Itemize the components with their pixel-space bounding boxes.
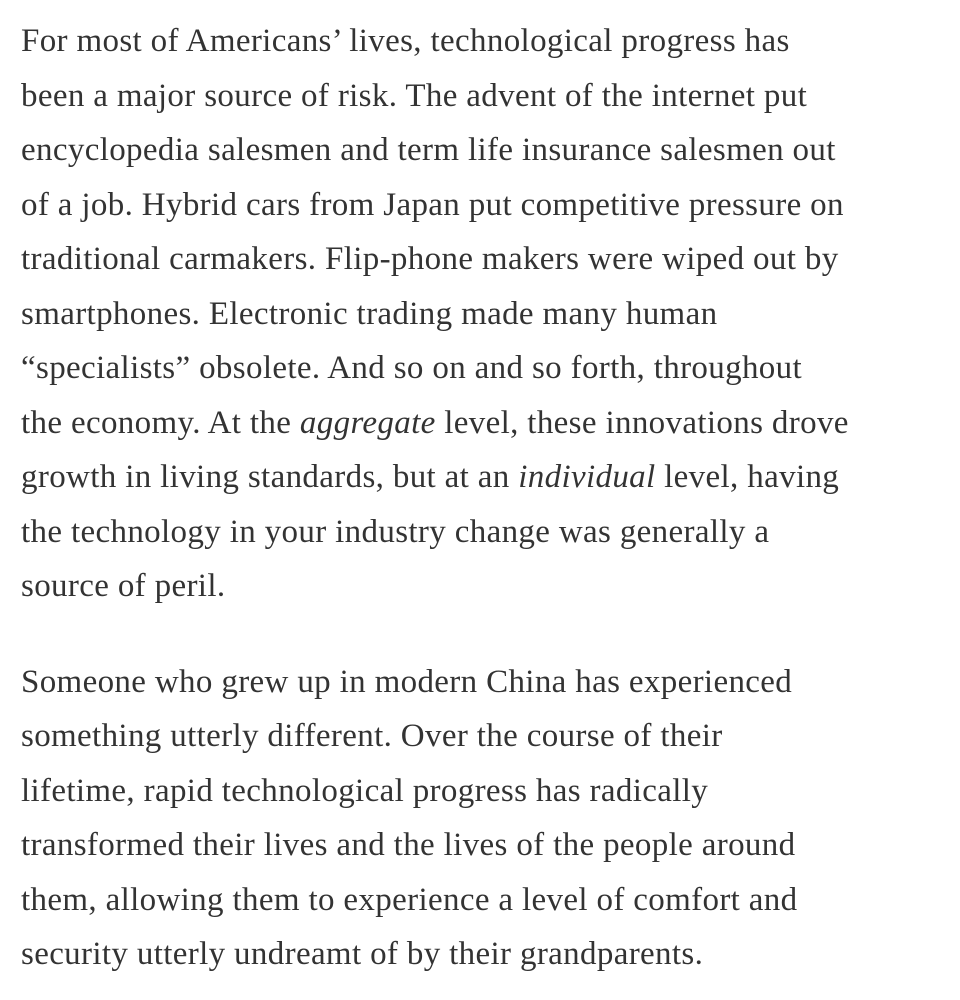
text-line: traditional carmakers. Flip-phone makers were wiped out by (21, 241, 839, 277)
text-line: something utterly different. Over the course of their (21, 718, 723, 754)
text-line: been a major source of risk. The advent of the internet put (21, 77, 808, 114)
paragraph-china-tech-progress (21, 655, 946, 982)
text-line: of a job. Hybrid cars from Japan put competitive pressure on (21, 186, 844, 223)
emphasis-individual: individual (518, 459, 656, 495)
text-line (21, 450, 946, 505)
paragraph-americans-tech-risk (21, 14, 946, 614)
text-line: security utterly undreamt of by their grandparents. (21, 936, 704, 972)
text-line: source of peril. (21, 568, 226, 604)
text-line: transformed their lives and the lives of the people around (21, 827, 796, 863)
text-run: level, these innovations drove (435, 404, 849, 441)
text-line: them, allowing them to experience a level of comfort and (21, 881, 798, 918)
article-body (21, 14, 946, 982)
text-line: “specialists” obsolete. And so on and so forth, throughout (21, 350, 803, 386)
text-line: smartphones. Electronic trading made many human (21, 295, 718, 332)
text-line: lifetime, rapid technological progress has radically (21, 772, 709, 809)
text-line: the technology in your industry change was generally a (21, 513, 770, 550)
text-line (21, 396, 946, 451)
text-run: growth in living standards, but at an (21, 459, 519, 495)
text-run: the economy. At the (21, 404, 300, 441)
text-line: encyclopedia salesmen and term life insurance salesmen out (21, 132, 836, 168)
text-run: level, having (655, 459, 840, 495)
text-line: For most of Americans’ lives, technological progress has (21, 23, 790, 59)
emphasis-aggregate: aggregate (299, 404, 436, 441)
text-line: Someone who grew up in modern China has experienced (21, 663, 793, 700)
